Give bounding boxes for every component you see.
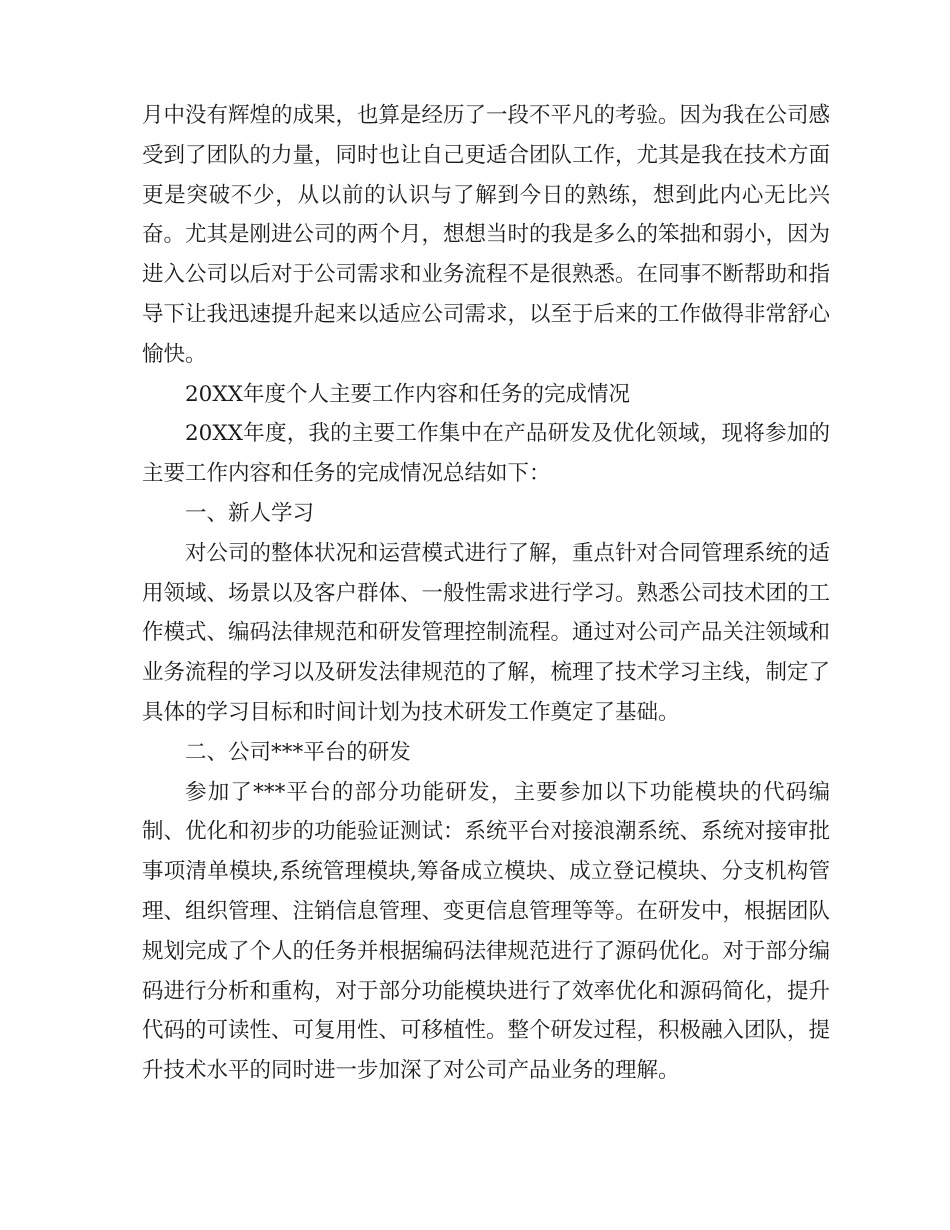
paragraph-platform-dev: 参加了***平台的部分功能研发，主要参加以下功能模块的代码编制、优化和初步的功能验证测试：系统平台对接浪潮系统、系统对接审批事项清单模块,系统管理模块,筹备成立模块、成立登记模块、分支机构管理、组织管理、注销信息管理、变更信息管理等等。在研发中，根据团队规划完成了个人的任务并根据编码法律规范进行了源码优化。对于部分编码进行分析和重构，对于部分功能模块进行了效率优化和源码简化，提升代码的可读性、可复用性、可移植性。整个研发过程，积极融入团队，提升技术水平的同时进一步加深了对公司产品业务的理解。 [142, 779, 831, 1084]
document-body [142, 96, 830, 1091]
paragraph-summary-intro: 20XX年度，我的主要工作集中在产品研发及优化领域，现将参加的主要工作内容和任务的完成情况总结如下： [142, 421, 830, 487]
section-heading-platform-dev: 二、公司***平台的研发 [185, 739, 411, 765]
paragraph-new-learning: 对公司的整体状况和运营模式进行了解，重点针对合同管理系统的适用领域、场景以及客户群体、一般性需求进行学习。熟悉公司技术团的工作模式、编码法律规范和研发管理控制流程。通过对公司产品关注领域和业务流程的学习以及研发法律规范的了解，梳理了技术学习主线，制定了具体的学习目标和时间计划为技术研发工作奠定了基础。 [142, 540, 831, 725]
paragraph-continuation: 月中没有辉煌的成果，也算是经历了一段不平凡的考验。因为我在公司感受到了团队的力量，同时也让自己更适合团队工作，尤其是我在技术方面更是突破不少，从以前的认识与了解到今日的熟练，想到此内心无比兴奋。尤其是刚进公司的两个月，想想当时的我是多么的笨拙和弱小，因为进入公司以后对于公司需求和业务流程不是很熟悉。在同事不断帮助和指导下让我迅速提升起来以适应公司需求，以至于后来的工作做得非常舒心愉快。 [142, 103, 831, 367]
section-heading-new-learning: 一、新人学习 [185, 500, 315, 526]
section-title-annual-work: 20XX年度个人主要工作内容和任务的完成情况 [185, 381, 630, 407]
